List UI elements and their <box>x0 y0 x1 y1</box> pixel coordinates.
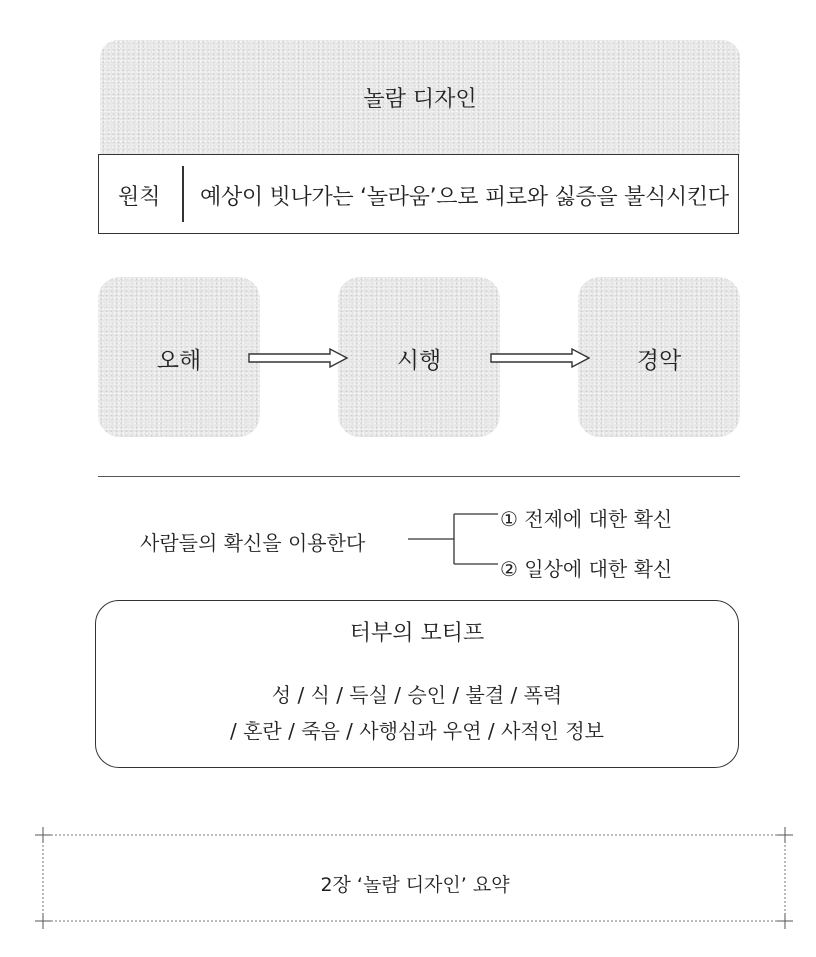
motif-line-2: / 혼란 / 죽음 / 사행심과 우연 / 사적인 정보 <box>230 719 604 743</box>
step-label-misunderstanding: 오해 <box>156 348 202 374</box>
section-divider <box>98 476 740 477</box>
principle-divider <box>182 166 184 222</box>
page-title: 놀람 디자인 <box>363 87 477 112</box>
flow-arrow-1-icon <box>248 346 350 370</box>
motif-line-1: 성 / 식 / 득실 / 승인 / 불결 / 폭력 <box>271 683 563 707</box>
usage-item-premise: ① 전제에 대한 확신 <box>500 507 673 531</box>
usage-bracket-connector <box>408 508 500 568</box>
usage-main-text: 사람들의 확신을 이용한다 <box>140 531 366 555</box>
usage-item-daily: ② 일상에 대한 확신 <box>500 557 673 581</box>
motif-title: 터부의 모티프 <box>349 621 485 646</box>
flow-arrow-2-icon <box>490 346 592 370</box>
summary-caption: 2장 ‘놀람 디자인’ 요약 <box>320 874 510 896</box>
principle-text: 예상이 빗나가는 ‘놀라움’으로 피로와 싫증을 불식시킨다 <box>200 185 729 210</box>
step-label-astonishment: 경악 <box>636 348 682 374</box>
step-label-trial: 시행 <box>396 348 442 374</box>
principle-label: 원칙 <box>118 185 161 210</box>
